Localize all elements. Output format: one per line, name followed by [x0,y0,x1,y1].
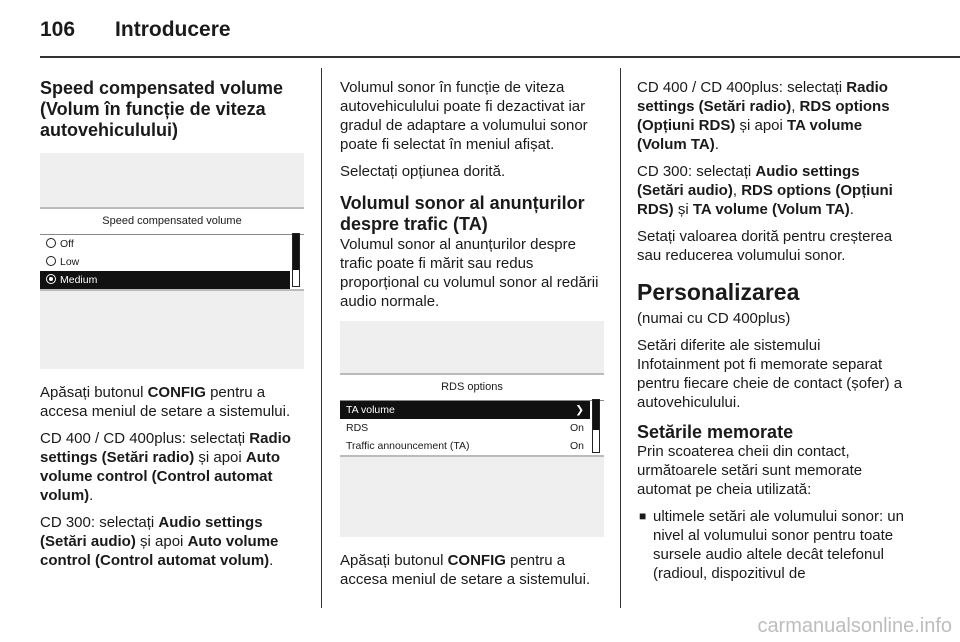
option-off[interactable]: Off [40,235,290,253]
paragraph: CD 400 / CD 400plus: selectați Radio settings (Setări radio) și apoi Auto volume control (Control automat volum). [40,430,291,504]
paragraph: Volumul sonor în funcție de viteza autovehiculului poate fi dezactivat iar gradul de adaptare a volumului sonor poate fi selectat în meniul afișat. [340,79,588,153]
option-medium[interactable]: Medium [40,271,290,289]
paragraph: Apăsați butonul CONFIG pentru a accesa meniul de setare a sistemului. [40,384,291,420]
paragraph: Volumul sonor al anunțurilor despre trafic poate fi mărit sau redus proporțional cu volumul sonor al redării audio normale. [340,236,599,310]
paragraph: Setări diferite ale sistemului Infotainment pot fi memorate separat pentru fiecare cheie de contact (șofer) a autovehiculului. [637,337,903,411]
option-low[interactable]: Low [40,253,290,271]
paragraph: CD 300: selectați Audio settings (Setări audio) și apoi Auto volume control (Control automat volum). [40,514,279,569]
paragraph: Setați valoarea dorită pentru creșterea sau reducerea volumului sonor. [637,228,893,264]
paragraph: (numai cu CD 400plus) [637,310,791,327]
display-screen [40,207,304,291]
screenshot-rds-options [340,321,604,537]
bullet-square-icon: ■ [639,509,647,523]
scrollbar[interactable] [592,399,600,453]
screenshot-speed-volume [40,153,304,369]
row-ta-volume[interactable]: TA volume ❯ [340,401,590,419]
radio-icon [46,256,56,266]
section-heading-stored-settings: Setările memorate [637,422,794,442]
paragraph: Apăsați butonul CONFIG pentru a accesa meniul de setare a sistemului. [340,552,591,588]
header-rule [40,56,960,58]
page-number: 106 [40,18,76,41]
paragraph: Selectați opțiunea dorită. [340,163,506,180]
screen-title: Speed compensated volume [40,209,304,235]
page-header [40,18,231,42]
scrollbar-thumb[interactable] [593,400,599,430]
section-heading-personalization: Personalizarea [637,279,800,305]
paragraph: CD 400 / CD 400plus: selectați Radio settings (Setări radio), RDS options (Opțiuni RDS) și apoi TA volume (Volum TA). [637,79,890,153]
column-2 [340,68,604,597]
chapter-title: Introducere [115,18,231,41]
display-screen [340,373,604,457]
radio-icon [46,238,56,248]
row-rds[interactable]: RDS On [346,422,584,434]
screen-title: RDS options [340,375,604,401]
section-heading-ta-volume: Volumul sonor al anunțurilor despre trafic (TA) [340,193,585,234]
chevron-right-icon: ❯ [575,404,584,416]
column-1 [40,68,304,578]
list-item: ■ ultimele setări ale volumului sonor: un nivel al volumului sonor pentru toate sursele audio altele decât telefonul (radioul, dispozitivul de [639,508,904,582]
scrollbar-thumb[interactable] [293,234,299,270]
paragraph: Prin scoaterea cheii din contact, următoarele setări sunt memorate automat pe cheia utilizată: [637,443,863,498]
column-divider-1 [321,68,322,608]
scrollbar[interactable] [292,233,300,287]
row-traffic-announcement[interactable]: Traffic announcement (TA) On [346,440,584,452]
paragraph: CD 300: selectați Audio settings (Setări audio), RDS options (Opțiuni RDS) și TA volume (Volum TA). [637,163,893,218]
column-3 [637,68,905,583]
section-heading-speed-volume: Speed compensated volume (Volum în funcție de viteza autovehiculului) [40,78,284,140]
watermark: carmanualsonline.info [757,615,952,637]
column-divider-2 [620,68,621,608]
radio-selected-icon [46,274,56,284]
